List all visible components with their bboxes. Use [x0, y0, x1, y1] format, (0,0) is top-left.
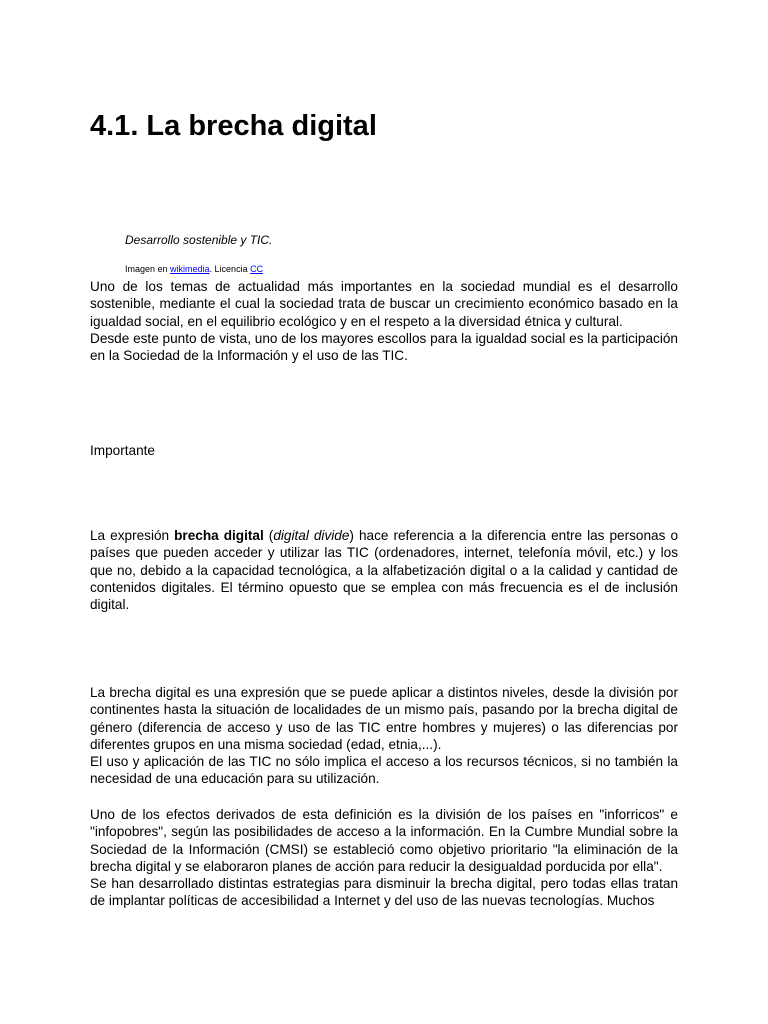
license-cc-link[interactable]: CC [250, 264, 264, 274]
intro-section [90, 278, 678, 364]
page-title: 4.1. La brecha digital [90, 110, 377, 142]
image-credit [125, 263, 263, 275]
body-paragraph-4: Se han desarrollado distintas estrategias para disminuir la brecha digital, pero todas ellas tratan de implantar políticas de accesibilidad a Internet y del uso de las nuevas tecnologías. Muchos [90, 876, 678, 909]
body-paragraph-3: Uno de los efectos derivados de esta definición es la división de los países en "inforricos" e "infopobres", según las posibilidades de acceso a la información. En la Cumbre Mundial sobre la Sociedad de la Información (CMSI) se estableció como objetivo prioritario "la eliminación de la brecha digital y se elaboraron planes de acción para reducir la desigualdad porducida por ella". [90, 807, 678, 874]
body-section-1 [90, 684, 678, 788]
intro-paragraph-2: Desde este punto de vista, uno de los mayores escollos para la igualdad social es la participación en la Sociedad de la Información y el uso de las TIC. [90, 330, 678, 364]
definition-term: brecha digital [174, 528, 264, 543]
definition-term-en: digital divide [273, 528, 350, 543]
credit-prefix: Imagen en [125, 264, 171, 274]
intro-paragraph-1: Uno de los temas de actualidad más importantes en la sociedad mundial es el desarrollo sostenible, mediante el cual la sociedad trata de buscar un crecimiento económico basado en la igualdad social, en el equilibrio ecológico y en el respeto a la diversidad étnica y cultural. [90, 279, 678, 329]
definition-paragraph [90, 527, 678, 613]
body-paragraph-2: El uso y aplicación de las TIC no sólo implica el acceso a los recursos técnicos, si no también la necesidad de una educación para su utilización. [90, 754, 678, 787]
definition-before: La expresión [90, 528, 175, 543]
image-caption: Desarrollo sostenible y TIC. [125, 233, 273, 247]
definition-after: ) hace referencia a la diferencia entre las personas o países que pueden acceder y utilizar las TIC (ordenadores, internet, telefonía móvil, etc.) y los que no, debido a la capacidad tecnológica, a la alfabetización digital o a la calidad y cantidad de contenidos digitales. El término opuesto que se emplea con más frecuencia es el de inclusión digital. [90, 528, 678, 613]
important-label: Importante [90, 443, 155, 458]
body-paragraph-1: La brecha digital es una expresión que se puede aplicar a distintos niveles, desde la división por continentes hasta la situación de localidades de un mismo país, pasando por la brecha digital de género (diferencia de acceso y uso de las TIC entre hombres y mujeres) o las diferencias por diferentes grupos en una misma sociedad (edad, etnia,...). [90, 685, 678, 752]
credit-mid: . Licencia [209, 264, 251, 274]
body-section-2 [90, 806, 678, 910]
wikimedia-link[interactable]: wikimedia [170, 264, 210, 274]
definition-paren: ( [263, 528, 274, 543]
